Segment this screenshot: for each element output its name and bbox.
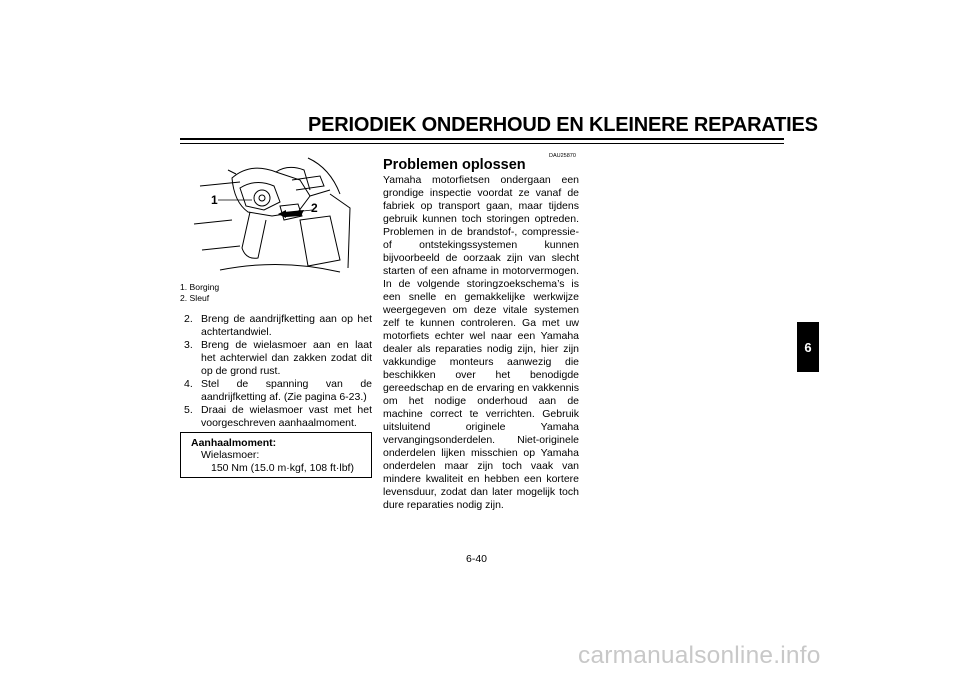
torque-spec-box [180,432,372,478]
step-number: 4. [184,378,193,390]
step-item [184,378,372,404]
spec-part: Wielasmoer: [201,449,260,461]
page-title: PERIODIEK ONDERHOUD EN KLEINERE REPARATIES [308,114,818,136]
figure-caption [180,282,219,304]
step-item [184,313,372,339]
section-title: Problemen oplossen [383,157,526,173]
callout-1: 1 [211,193,218,207]
caption-item: 2. Sleuf [180,293,210,303]
step-text: Breng de aandrijfketting aan op het achtertandwiel. [201,313,372,338]
procedure-steps [184,313,372,430]
rear-axle-illustration [180,150,372,278]
step-text: Stel de spanning van de aandrijfketting af. (Zie pagina 6-23.) [201,378,372,403]
section-body: Yamaha motorfietsen ondergaan een grondige inspectie voordat ze vanaf de fabriek op transport gaan, maar tijdens gebruik kunnen toch storingen optreden. Problemen in de brandstof-, compressie- of ontstekingssystemen kunnen bijvoorbeeld de oorzaak zijn van slecht starten of een afname in motorvermogen. In de volgende storingzoekschema’s is een snelle en gemakkelijke werkwijze weergegeven om deze vitale systemen zelf te kunnen controleren. Ga met uw motorfiets echter wel naar een Yamaha dealer als reparaties nodig zijn, hier zijn vakkundige monteurs aanwezig die beschikken over het benodigde gereedschap en de ervaring en vakkennis om het nodige onderhoud aan de machine correct te verrichten. Gebruik uitsluitend originele Yamaha vervangingsonderdelen. Niet-originele onderdelen lijken misschien op Yamaha onderdelen maar zijn toch vaak van mindere kwaliteit en hebben een kortere levensduur, zodat dan later mogelijk toch dure reparaties nodig zijn. [383,174,579,511]
step-text: Breng de wielasmoer aan en laat het achterwiel dan zakken zodat dit op de grond rust. [201,339,372,377]
step-number: 3. [184,339,193,351]
step-number: 2. [184,313,193,325]
step-item [184,339,372,378]
watermark: carmanualsonline.info [578,642,821,669]
step-number: 5. [184,404,193,416]
step-text: Draai de wielasmoer vast met het voorgeschreven aanhaalmoment. [201,404,372,429]
callout-2: 2 [311,201,318,215]
chapter-tab: 6 [797,322,819,372]
title-rule-thin [180,143,784,144]
title-rule [180,138,784,140]
step-item [184,404,372,430]
section-code: DAU25870 [549,153,576,159]
page-number: 6-40 [466,553,488,565]
caption-item: 1. Borging [180,282,220,292]
spec-value: 150 Nm (15.0 m·kgf, 108 ft·lbf) [211,462,354,474]
spec-title: Aanhaalmoment: [191,437,277,449]
